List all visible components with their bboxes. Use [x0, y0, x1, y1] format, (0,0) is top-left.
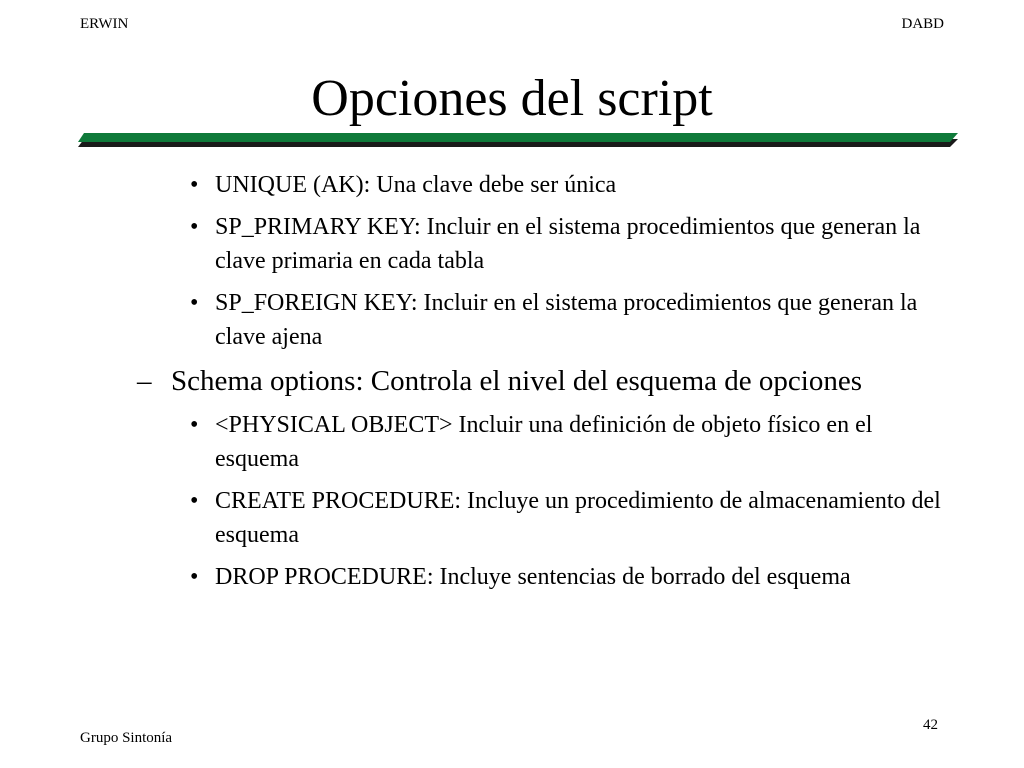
bullet-text: SP_FOREIGN KEY: Incluir en el sistema procedimientos que generan la clave ajena	[215, 290, 918, 350]
bullet-item	[190, 168, 945, 202]
dash-item-schema-options	[137, 362, 871, 400]
bullet-text: <PHYSICAL OBJECT> Incluir una definición de objeto físico en el esquema	[215, 412, 873, 472]
title-underline-rule	[78, 133, 958, 147]
bullet-item	[190, 408, 945, 476]
slide-body	[0, 168, 1024, 602]
bullet-text: SP_PRIMARY KEY: Incluir en el sistema procedimientos que generan la clave primaria en cada tabla	[215, 214, 921, 274]
header-left-label: ERWIN	[80, 16, 129, 32]
bullet-marker: •	[190, 488, 199, 514]
bullet-marker: •	[190, 412, 199, 438]
page-number: 42	[923, 717, 938, 733]
bullet-item	[190, 286, 945, 354]
bullet-text: CREATE PROCEDURE: Incluye un procedimiento de almacenamiento del esquema	[215, 488, 941, 548]
bullet-item	[190, 560, 945, 594]
bullet-marker: •	[190, 290, 199, 316]
dash-item-text: Schema options: Controla el nivel del esquema de opciones	[171, 365, 863, 397]
slide-title: Opciones del script	[311, 70, 713, 127]
bullet-text: DROP PROCEDURE: Incluye sentencias de borrado del esquema	[215, 564, 851, 590]
bullet-marker: •	[190, 564, 199, 590]
bullet-marker: •	[190, 172, 199, 198]
bullet-marker: •	[190, 214, 199, 240]
bullet-item	[190, 484, 945, 552]
header-right-label: DABD	[901, 16, 944, 32]
dash-marker: –	[137, 365, 152, 397]
bullet-item	[190, 210, 945, 278]
bullet-text: UNIQUE (AK): Una clave debe ser única	[215, 172, 617, 198]
footer-group-name: Grupo Sintonía	[80, 730, 173, 746]
title-underline-bar	[78, 133, 958, 142]
